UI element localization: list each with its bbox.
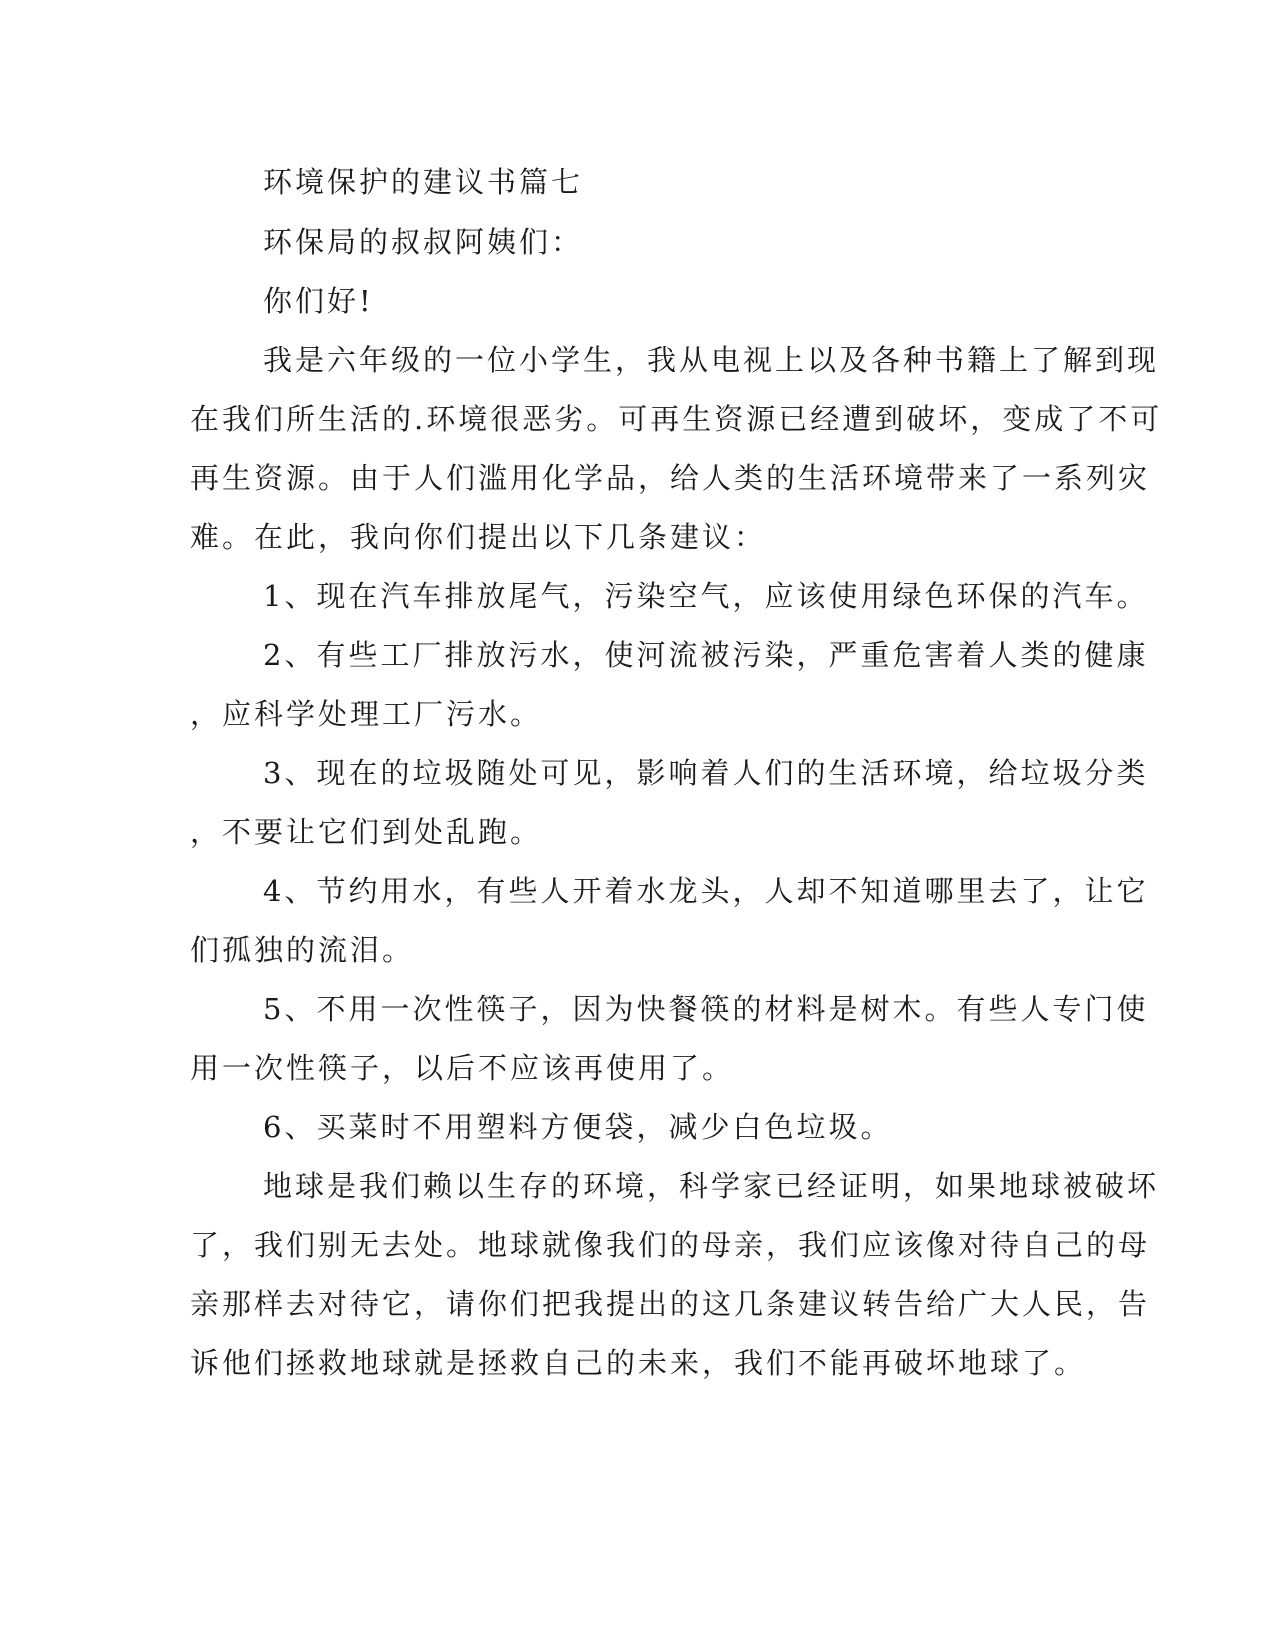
suggestion-item: 6、买菜时不用塑料方便袋，减少白色垃圾。 — [263, 1110, 893, 1144]
text-line: 用一次性筷子，以后不应该再使用了。 — [190, 1051, 735, 1085]
suggestion-item: 4、节约用水，有些人开着水龙头，人却不知道哪里去了，让它 — [263, 874, 1149, 908]
text-line: 诉他们拯救地球就是拯救自己的未来，我们不能再破坏地球了。 — [190, 1346, 1087, 1380]
suggestion-item: 2、有些工厂排放污水，使河流被污染，严重危害着人类的健康 — [263, 638, 1149, 672]
text-line: 地球是我们赖以生存的环境，科学家已经证明，如果地球被破坏 — [263, 1169, 1160, 1203]
text-line: 亲那样去对待它，请你们把我提出的这几条建议转告给广大人民，告 — [190, 1287, 1151, 1321]
suggestion-item: 3、现在的垃圾随处可见，影响着人们的生活环境，给垃圾分类 — [263, 756, 1149, 790]
text-line: 我是六年级的一位小学生，我从电视上以及各种书籍上了解到现 — [263, 343, 1160, 377]
suggestion-item: 1、现在汽车排放尾气，污染空气，应该使用绿色环保的汽车。 — [263, 579, 1149, 613]
greeting: 你们好! — [263, 284, 374, 318]
text-line: 了，我们别无去处。地球就像我们的母亲，我们应该像对待自己的母 — [190, 1228, 1151, 1262]
document-title: 环境保护的建议书篇七 — [263, 165, 584, 199]
text-line: 再生资源。由于人们滥用化学品，给人类的生活环境带来了一系列灾 — [190, 461, 1151, 495]
text-line: 在我们所生活的.环境很恶劣。可再生资源已经遭到破坏，变成了不可 — [190, 402, 1163, 436]
text-line: 难。在此，我向你们提出以下几条建议： — [190, 520, 767, 554]
text-line: ，不要让它们到处乱跑。 — [190, 815, 543, 849]
salutation: 环保局的叔叔阿姨们： — [263, 225, 584, 259]
text-line: 们孤独的流泪。 — [190, 933, 415, 967]
text-line: ，应科学处理工厂污水。 — [190, 697, 543, 731]
suggestion-item: 5、不用一次性筷子，因为快餐筷的材料是树木。有些人专门使 — [263, 992, 1149, 1026]
